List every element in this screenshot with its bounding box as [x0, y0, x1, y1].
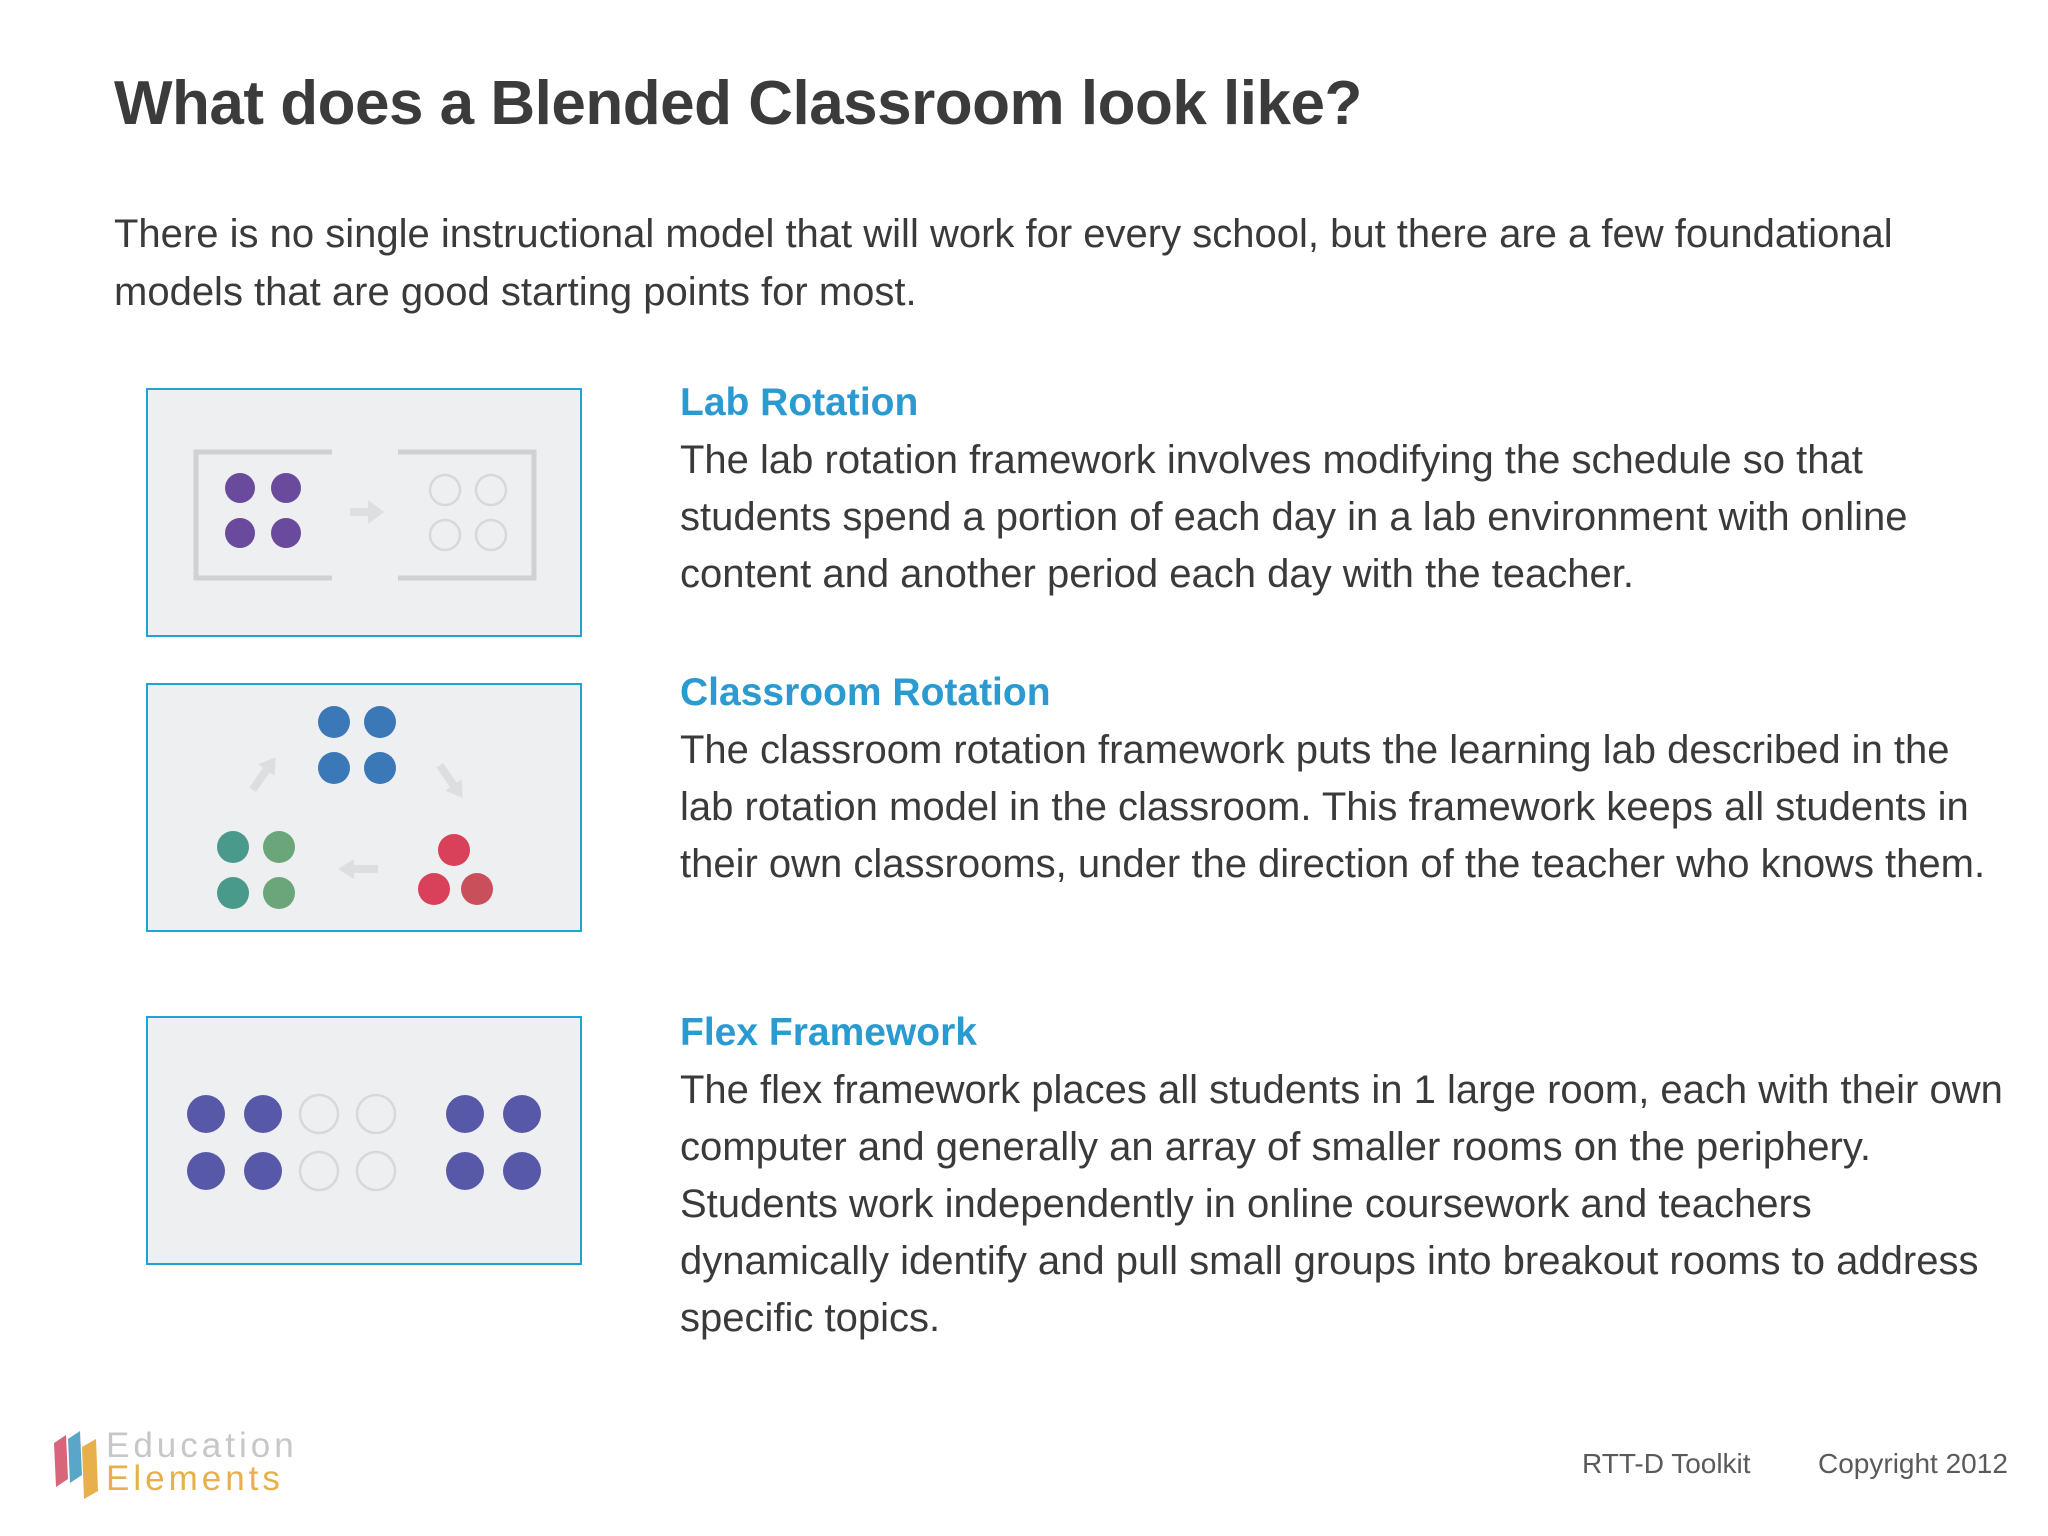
footer-toolkit-label: RTT-D Toolkit — [1582, 1448, 1751, 1479]
arrow-down-right-icon — [431, 760, 470, 804]
intro-text: There is no single instructional model that will work for every school, but there are a few foundational models that are good starting points for most. — [114, 212, 1893, 314]
flex-group-empty — [300, 1095, 395, 1190]
classroom-rotation-heading: Classroom Rotation — [680, 671, 1051, 714]
empty-seat-dot — [357, 1095, 395, 1133]
empty-seat-dot — [357, 1152, 395, 1190]
student-dot — [244, 1152, 282, 1190]
empty-seat-dot — [476, 475, 506, 505]
student-dot — [503, 1095, 541, 1133]
lab-student-group-empty — [430, 475, 506, 550]
logo-text-line1: Education — [106, 1426, 298, 1465]
student-dot — [217, 831, 249, 863]
classroom-group-blue — [318, 706, 396, 784]
classroom-rotation-description: The classroom rotation framework puts the learning lab described in the lab rotation model in the classroom. This framework keeps all students in their own classrooms, under the direction of the teacher who knows them. — [680, 728, 1986, 886]
classroom-rotation-section — [680, 668, 2010, 893]
flex-framework-diagram — [146, 1016, 582, 1265]
student-dot — [318, 706, 350, 738]
logo-mark-icon — [50, 1429, 104, 1501]
empty-seat-dot — [300, 1152, 338, 1190]
arrow-right-icon — [350, 500, 384, 524]
student-dot — [364, 706, 396, 738]
empty-seat-dot — [300, 1095, 338, 1133]
student-dot — [187, 1152, 225, 1190]
student-dot — [225, 518, 255, 548]
flex-group-left-filled — [187, 1095, 282, 1190]
classroom-rotation-diagram — [146, 683, 582, 932]
lab-rotation-section — [680, 378, 2010, 603]
lab-student-group-filled — [225, 473, 301, 548]
student-dot — [187, 1095, 225, 1133]
lab-rotation-heading: Lab Rotation — [680, 381, 919, 424]
student-dot — [503, 1152, 541, 1190]
student-dot — [271, 518, 301, 548]
flex-framework-description: The flex framework places all students in 1 large room, each with their own computer and generally an array of smaller rooms on the periphery. Students work independently in online coursework and teachers dynamically identify and pull small groups into breakout rooms to address specific topics. — [680, 1068, 2003, 1340]
student-dot — [364, 752, 396, 784]
student-dot — [461, 873, 493, 905]
empty-seat-dot — [430, 520, 460, 550]
student-dot — [446, 1152, 484, 1190]
arrow-left-icon — [338, 859, 378, 879]
student-dot — [263, 877, 295, 909]
flex-framework-heading: Flex Framework — [680, 1011, 977, 1054]
student-dot — [271, 473, 301, 503]
footer-copyright: Copyright 2012 — [1818, 1448, 2008, 1479]
lab-rotation-description: The lab rotation framework involves modifying the schedule so that students spend a portion of each day in a lab environment with online content and another period each day with the teacher. — [680, 438, 1908, 596]
flex-group-right-filled — [446, 1095, 541, 1190]
flex-framework-section — [680, 1008, 2010, 1347]
classroom-group-green — [217, 831, 295, 909]
empty-seat-dot — [476, 520, 506, 550]
empty-seat-dot — [430, 475, 460, 505]
logo-text-line2: Elements — [106, 1459, 284, 1498]
student-dot — [418, 873, 450, 905]
student-dot — [244, 1095, 282, 1133]
arrow-up-right-icon — [244, 751, 283, 795]
student-dot — [225, 473, 255, 503]
lab-rotation-diagram — [146, 388, 582, 637]
student-dot — [438, 834, 470, 866]
student-dot — [446, 1095, 484, 1133]
page-title: What does a Blended Classroom look like? — [114, 69, 1362, 138]
education-elements-logo — [50, 1425, 320, 1505]
lab-room-right-outline — [398, 452, 534, 578]
student-dot — [263, 831, 295, 863]
lab-room-left-outline — [196, 452, 332, 578]
student-dot — [217, 877, 249, 909]
student-dot — [318, 752, 350, 784]
classroom-group-red — [418, 834, 493, 905]
